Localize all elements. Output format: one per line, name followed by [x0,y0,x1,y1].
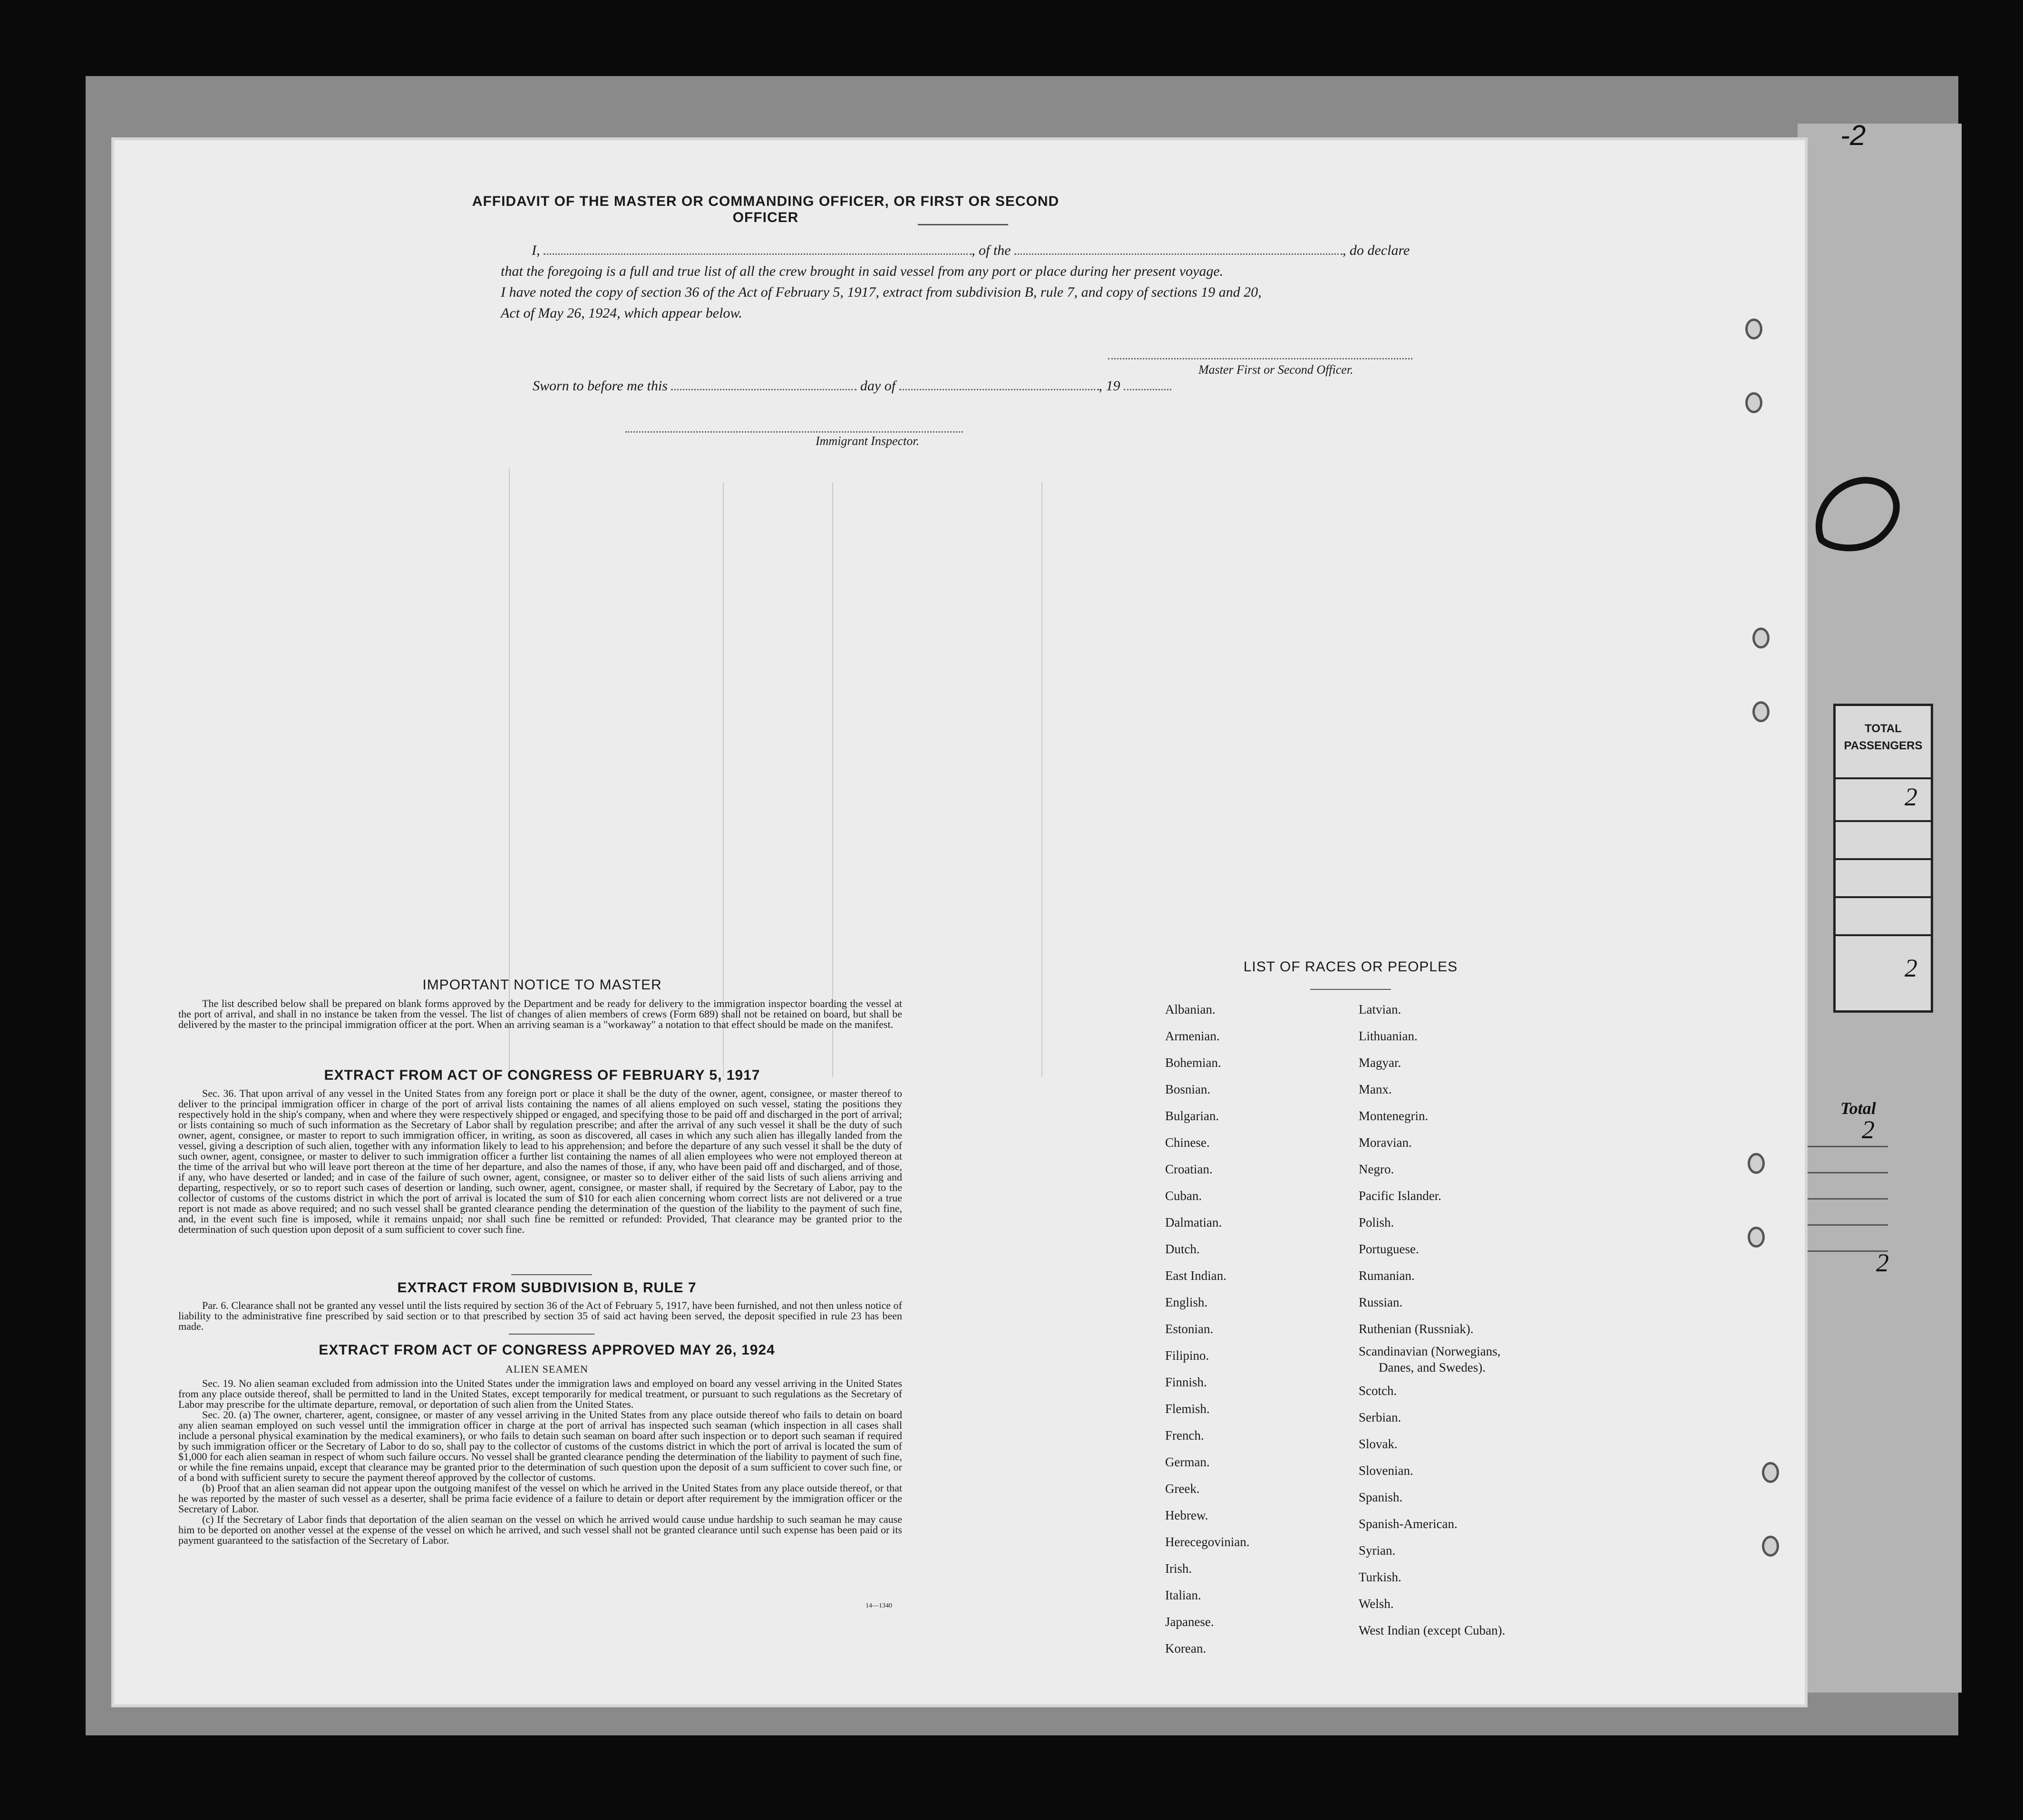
races-left-column [1165,996,1250,1662]
punch-hole [1752,701,1770,722]
race-item: Serbian. [1359,1410,1401,1424]
extract-1917-text: Sec. 36. That upon arrival of any vessel in the United States from any foreign port or place it shall be the duty of the owner, agent, consignee, or master thereof to deliver to the principal immigration officer in charge of the port of arrival lists containing the names of all aliens employed on such vessel, stating the positions they respectively hold in the ship's company, when and where they were respectively shipped or engaged, and specifying those to be paid off and discharged in the port of arrival; or lists containing so much of such information as the Secretary of Labor shall by regulation prescribe; and after the arrival of any such vessel it shall be the duty of such owner, agent, consignee, or master to report to such immigration officer, in writing, as soon as discovered, all cases in which any such alien has illegally landed from the vessel, giving a description of such alien, together with any information likely to lead to his apprehension; and before the departure of any such vessel it shall be the duty of such owner, agent, consignee, or master to deliver to such immigration officer a further list containing the names of all alien employees who were not employed thereon at the time of the arrival but who will leave port thereon at the time of her departure, and also the names of those, if any, who have been paid off and discharged, and of those, if any, who have deserted or landed; and in case of the failure of such owner, agent, consignee, or master so to deliver either of the said lists of such aliens arriving and departing, respectively, or so to report such cases of desertion or landing, such owner, agent, consignee, or master shall, if required by the Secretary of Labor, pay to the collector of customs of the customs district in which the port of arrival is located the sum of $10 for each alien concerning whom correct lists are not delivered or a true report is not made as above required; and no such vessel shall be granted clearance pending the determination of the question of the liability to the payment of such fine, and, in the event such fine is imposed, while it remains unpaid; nor shall such fine be remitted or refunded: Provided, That clearance may be granted prior to the determination of such question upon deposit of a sum sufficient to cover such fine. [178,1087,902,1235]
total-rule [1807,1224,1888,1226]
race-item: Polish. [1359,1215,1394,1229]
blank-sworn-month [899,389,1099,390]
race-item: Rumanian. [1359,1268,1415,1283]
blank-master-name [544,253,972,255]
race-item: Montenegrin. [1359,1109,1429,1123]
race-item: Russian. [1359,1295,1403,1309]
race-item: Irish. [1165,1561,1192,1576]
sec-20c-text: (c) If the Secretary of Labor finds that deportation of the alien seaman on the vessel on which he arrived would cause undue hardship to such seaman he may cause him to be deported on another vessel at the expense of the vessel on which he arrived, and such vessel shall not be granted clearance until such expense has been paid or its payment guaranteed to the satisfaction of the Secretary of Labor. [178,1513,902,1546]
inspector-signature-line [625,431,963,433]
race-item: Magyar. [1359,1055,1401,1070]
race-item: Filipino. [1165,1348,1209,1363]
sworn-year: , 19 [1099,378,1120,394]
races-right-column [1359,996,1505,1644]
notice-title: IMPORTANT NOTICE TO MASTER [422,977,662,993]
extract-rule7-title: EXTRACT FROM SUBDIVISION B, RULE 7 [397,1280,697,1296]
total-rule [1807,1198,1888,1200]
race-item: Greek. [1165,1481,1200,1496]
race-item: Moravian. [1359,1135,1412,1150]
blank-sworn-day [671,389,856,390]
race-item: Finnish. [1165,1375,1207,1389]
race-item: Slovenian. [1359,1463,1413,1478]
race-item: Italian. [1165,1588,1201,1602]
affidavit-declare: , do declare [1342,242,1410,258]
race-item: Hebrew. [1165,1508,1208,1522]
race-item: German. [1165,1455,1210,1469]
race-item: Syrian. [1359,1543,1396,1558]
races-title: LIST OF RACES OR PEOPLES [1243,959,1458,975]
inspector-label: Immigrant Inspector. [816,434,920,448]
affidavit-text [501,240,1547,324]
total-first-value: 2 [1862,1115,1875,1144]
punch-hole [1748,1227,1765,1248]
race-item: East Indian. [1165,1268,1226,1283]
master-label: Master First or Second Officer. [1198,363,1353,377]
affidavit-line-2: that the foregoing is a full and true list of all the crew brought in said vessel from any port or place during her present voyage. [501,263,1224,279]
master-signature-line [1108,358,1412,359]
sec-20b-text: (b) Proof that an alien seaman did not appear upon the outgoing manifest of the vessel on which he arrived in the United States from any place outside thereof, or that he was reported by the master of such vessel as a deserter, shall be prima facie evidence of a failure to detain or deport after requirement by the immigration officer or the Secretary of Labor. [178,1482,902,1515]
race-item: Armenian. [1165,1029,1220,1043]
tally-first-value: 2 [1905,783,1917,811]
race-item: Turkish. [1359,1570,1401,1584]
sec-19-text: Sec. 19. No alien seaman excluded from admission into the United States under the immigration laws and employed on board any vessel arriving in the United States from any place outside thereof, shall be permitted to land in the United States, except temporarily for medical treatment, or pursuant to such regulations as the Secretary of Labor may prescribe for the ultimate departure, removal, or deportation of such alien from the United States. [178,1377,902,1410]
sec-20a-text: Sec. 20. (a) The owner, charterer, agent, consignee, or master of any vessel arriving in the United States from any place outside thereof who fails to detain on board any alien seaman employed on such vessel until the immigration officer in charge at the port of arrival has inspected such seaman (which inspection in all cases shall include a personal physical examination by the medical examiners), or who fails to detain such seaman on board after such inspection or to deport such seaman if required by such immigration officer or the Secretary of Labor to do so, shall pay to the collector of customs of the customs district in which the port of arrival is located the sum of $1,000 for each alien seaman in respect of whom such failure occurs. No vessel shall be granted clearance pending the determination of the liability to payment of such fine, or while the fine remains unpaid, except that clearance may be granted prior to the determination of such question upon the deposit of a sum sufficient to cover such fine, or of a bond with sufficient surety to secure the payment thereof approved by the collector of customs. [178,1409,902,1483]
extract-1924-title: EXTRACT FROM ACT OF CONGRESS APPROVED MAY 26, 1924 [319,1342,775,1358]
tally-row [1836,934,1931,936]
extract-1917-title: EXTRACT FROM ACT OF CONGRESS OF FEBRUARY 5, 1917 [324,1067,760,1083]
total-passengers-box [1833,704,1933,1013]
corner-mark: -2 [1840,119,1866,151]
race-item: Scotch. [1359,1384,1397,1398]
total-label-line-1: TOTAL [1865,722,1902,735]
tally-last-value: 2 [1905,954,1917,982]
race-item: Cuban. [1165,1189,1202,1203]
race-item: Albanian. [1165,1002,1216,1016]
punch-hole [1752,628,1770,649]
alien-seamen-subtitle: ALIEN SEAMEN [506,1363,588,1375]
race-item: Ruthenian (Russniak). [1359,1322,1474,1336]
race-item: Herecegovinian. [1165,1535,1250,1549]
sworn-prefix: Sworn to before me this [533,378,668,394]
races-rule [1310,989,1391,990]
blank-sworn-year [1124,389,1171,390]
column-rule [1041,483,1042,1077]
total-label: Total [1840,1099,1876,1118]
race-item: Dalmatian. [1165,1215,1222,1229]
race-item: Manx. [1359,1082,1392,1096]
total-passengers-label [1836,720,1931,755]
tally-row [1836,858,1931,860]
race-item: Portuguese. [1359,1242,1419,1256]
race-item: West Indian (except Cuban). [1359,1623,1506,1637]
sworn-day: day of [860,378,896,394]
tally-row [1836,820,1931,822]
tally-row [1836,896,1931,898]
affidavit-line-4: Act of May 26, 1924, which appear below. [501,305,742,321]
blank-vessel-name [1014,253,1342,255]
total-rule [1807,1172,1888,1173]
race-item: Lithuanian. [1359,1029,1418,1043]
total-rule [1807,1146,1888,1147]
extract-1924-text [178,1378,902,1546]
race-item: Bohemian. [1165,1055,1221,1070]
punch-hole [1745,392,1762,413]
affidavit-line-3: I have noted the copy of section 36 of the Act of February 5, 1917, extract from subdivision B, rule 7, and copy of sections 19 and 20, [501,284,1262,300]
race-item: Japanese. [1165,1615,1214,1629]
section-rule [511,1274,592,1275]
extract-rule7-text: Par. 6. Clearance shall not be granted any vessel until the lists required by section 36 of the Act of February 5, 1917, have been furnished, and not then unless notice of liability to the administrative fine prescribed by said section or to that prescribed by section 35 of said act having been served, the deposit specified in rule 23 has been made. [178,1299,902,1332]
sworn-line [533,378,1171,394]
section-rule [509,1334,594,1335]
total-last-value: 2 [1876,1249,1889,1277]
race-item: Negro. [1359,1162,1394,1176]
race-item: Flemish. [1165,1402,1210,1416]
punch-hole [1748,1153,1765,1174]
punch-hole [1762,1462,1779,1483]
race-item: Croatian. [1165,1162,1213,1176]
form-number: 14—1340 [866,1602,892,1609]
race-item: Slovak. [1359,1437,1398,1451]
title-rule [918,224,1008,225]
race-item: English. [1165,1295,1208,1309]
race-item: Latvian. [1359,1002,1401,1016]
race-item: French. [1165,1428,1204,1442]
race-item: Estonian. [1165,1322,1214,1336]
notice-text: The list described below shall be prepared on blank forms approved by the Department and be ready for delivery to the immigration inspector boarding the vessel at the port of arrival, and shall in no instance be taken from the vessel. The list of changes of alien members of crews (Form 689) shall not be retained on board, but shall be delivered by the master to the principal immigration officer at the port. When an arriving seaman is a "workaway" a notation to that effect should be made on the manifest. [178,997,902,1030]
race-item: Chinese. [1165,1135,1210,1150]
affidavit-title: AFFIDAVIT OF THE MASTER OR COMMANDING OFFICER, OR FIRST OR SECOND OFFICER [472,194,1060,225]
race-item: Korean. [1165,1641,1206,1655]
total-label-line-2: PASSENGERS [1844,739,1923,752]
race-item: Spanish. [1359,1490,1403,1504]
punch-hole [1745,319,1762,339]
race-item: Welsh. [1359,1597,1394,1611]
race-item: Danes, and Swedes). [1379,1360,1486,1375]
handwritten-zero-mark [1802,468,1912,563]
affidavit-of-the: , of the [972,242,1011,258]
race-item: Pacific Islander. [1359,1189,1441,1203]
document-sheet [114,140,1805,1704]
column-rule [832,483,833,1077]
race-item: Dutch. [1165,1242,1200,1256]
race-item: Bosnian. [1165,1082,1211,1096]
race-item: Bulgarian. [1165,1109,1219,1123]
tally-row [1836,777,1931,779]
race-item: Spanish-American. [1359,1517,1458,1531]
punch-hole [1762,1536,1779,1557]
race-item: Scandinavian (Norwegians, [1359,1344,1501,1358]
affidavit-i: I, [532,242,540,258]
